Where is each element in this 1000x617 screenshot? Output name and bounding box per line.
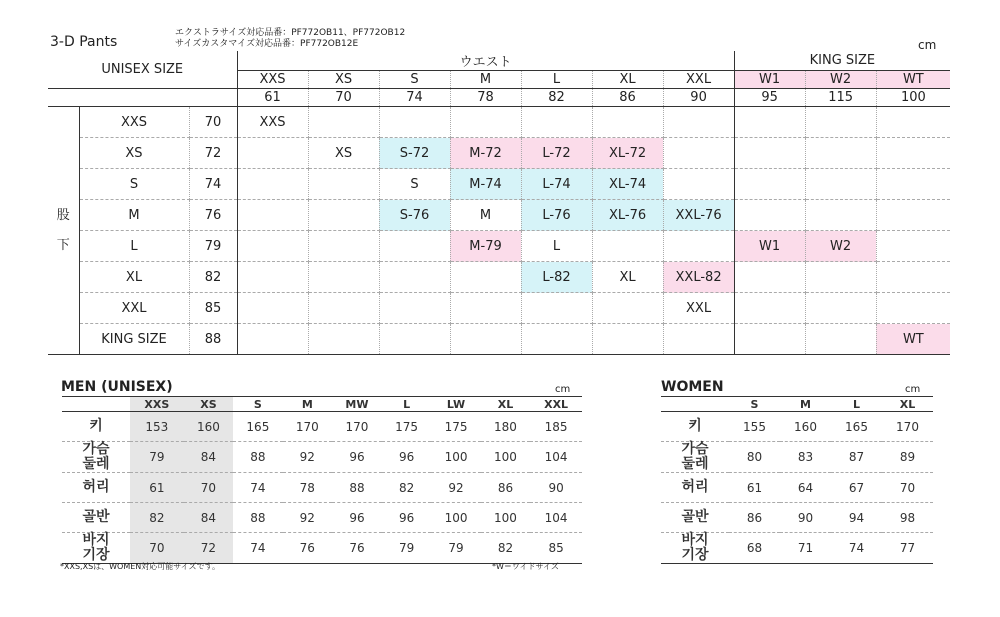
footnote-left: *XXS,XSは、WOMEN対応可能サイズです。 bbox=[60, 562, 221, 571]
men-value-cell: 90 bbox=[530, 473, 582, 503]
size-matrix-row bbox=[48, 200, 950, 231]
size-matrix-row bbox=[48, 231, 950, 262]
row-label-line: 둘레 bbox=[82, 456, 110, 472]
women-measure-row bbox=[661, 442, 933, 473]
unisex-size-header: UNISEX SIZE bbox=[48, 51, 237, 89]
men-size-lw: LW bbox=[431, 397, 480, 412]
waist-size-header-l: L bbox=[521, 71, 592, 89]
product-note-line-2: サイズカスタマイズ対応品番：PF772OB12E bbox=[175, 39, 359, 49]
size-cell bbox=[876, 293, 950, 324]
row-label-line: 골반 bbox=[82, 509, 110, 525]
size-cell bbox=[734, 138, 805, 169]
men-value-cell: 76 bbox=[283, 533, 332, 564]
size-cell bbox=[237, 169, 308, 200]
size-cell: S bbox=[379, 169, 450, 200]
row-label-line: 가슴 bbox=[82, 441, 110, 457]
men-value-cell: 79 bbox=[431, 533, 480, 564]
waist-value-8: 115 bbox=[805, 89, 876, 107]
women-value-cell: 70 bbox=[882, 473, 933, 503]
women-value-cell: 155 bbox=[729, 412, 780, 442]
inseam-value: 79 bbox=[189, 231, 237, 262]
size-matrix-row bbox=[48, 138, 950, 169]
women-row-label bbox=[661, 473, 729, 503]
product-note-line-1: エクストラサイズ対応品番：PF772OB11、PF772OB12 bbox=[175, 28, 406, 38]
size-matrix-table bbox=[48, 51, 950, 355]
men-size-l: L bbox=[382, 397, 431, 412]
men-value-cell: 88 bbox=[233, 442, 282, 473]
row-label-line: 골반 bbox=[681, 509, 709, 525]
row-label-header bbox=[661, 397, 729, 412]
header-spacer bbox=[48, 89, 237, 107]
size-cell: XL-74 bbox=[592, 169, 663, 200]
men-value-cell: 170 bbox=[332, 412, 382, 442]
men-unit: cm bbox=[555, 384, 571, 395]
size-cell bbox=[308, 262, 379, 293]
women-value-cell: 86 bbox=[729, 503, 780, 533]
women-table-title: WOMEN bbox=[661, 379, 724, 395]
men-value-cell: 82 bbox=[130, 503, 184, 533]
inseam-value: 74 bbox=[189, 169, 237, 200]
women-size-m: M bbox=[780, 397, 831, 412]
page-title: 3-D Pants bbox=[50, 34, 118, 50]
men-row-label bbox=[62, 412, 130, 442]
size-cell bbox=[876, 262, 950, 293]
women-value-cell: 160 bbox=[780, 412, 831, 442]
women-value-cell: 64 bbox=[780, 473, 831, 503]
women-value-cell: 170 bbox=[882, 412, 933, 442]
men-value-cell: 96 bbox=[332, 442, 382, 473]
women-value-cell: 80 bbox=[729, 442, 780, 473]
women-value-cell: 94 bbox=[831, 503, 882, 533]
inseam-value: 82 bbox=[189, 262, 237, 293]
size-cell bbox=[734, 262, 805, 293]
size-cell bbox=[876, 200, 950, 231]
men-value-cell: 84 bbox=[184, 503, 233, 533]
size-matrix-row bbox=[48, 324, 950, 355]
size-cell bbox=[663, 107, 734, 138]
size-cell bbox=[450, 262, 521, 293]
men-size-header-row bbox=[62, 397, 582, 412]
women-value-cell: 74 bbox=[831, 533, 882, 564]
inseam-value: 85 bbox=[189, 293, 237, 324]
men-value-cell: 165 bbox=[233, 412, 282, 442]
row-label-line: 바지 bbox=[681, 532, 709, 548]
women-measure-row bbox=[661, 473, 933, 503]
size-cell: XXL-76 bbox=[663, 200, 734, 231]
size-cell bbox=[876, 138, 950, 169]
waist-value-9: 100 bbox=[876, 89, 950, 107]
size-cell: L-74 bbox=[521, 169, 592, 200]
women-value-cell: 83 bbox=[780, 442, 831, 473]
size-cell: L-82 bbox=[521, 262, 592, 293]
men-value-cell: 78 bbox=[283, 473, 332, 503]
waist-size-header-xxs: XXS bbox=[237, 71, 308, 89]
size-cell bbox=[876, 107, 950, 138]
inseam-size-label: M bbox=[79, 200, 189, 231]
men-value-cell: 100 bbox=[431, 442, 480, 473]
men-row-label bbox=[62, 442, 130, 473]
men-value-cell: 85 bbox=[530, 533, 582, 564]
size-cell: L-72 bbox=[521, 138, 592, 169]
men-value-cell: 79 bbox=[382, 533, 431, 564]
size-cell bbox=[237, 138, 308, 169]
men-measure-row bbox=[62, 503, 582, 533]
size-cell: L bbox=[521, 231, 592, 262]
row-label-line: 기장 bbox=[82, 547, 110, 563]
men-size-xs: XS bbox=[184, 397, 233, 412]
men-size-xl: XL bbox=[481, 397, 530, 412]
men-value-cell: 104 bbox=[530, 442, 582, 473]
row-label-header bbox=[62, 397, 130, 412]
waist-size-header-s: S bbox=[379, 71, 450, 89]
size-cell bbox=[450, 324, 521, 355]
men-size-xxl: XXL bbox=[530, 397, 582, 412]
women-value-cell: 98 bbox=[882, 503, 933, 533]
waist-value-3: 78 bbox=[450, 89, 521, 107]
waist-size-header-xl: XL bbox=[592, 71, 663, 89]
size-cell bbox=[379, 107, 450, 138]
women-size-s: S bbox=[729, 397, 780, 412]
size-matrix-row bbox=[48, 107, 950, 138]
waist-size-header-wt: WT bbox=[876, 71, 950, 89]
men-value-cell: 88 bbox=[233, 503, 282, 533]
inseam-size-label: L bbox=[79, 231, 189, 262]
women-value-cell: 77 bbox=[882, 533, 933, 564]
size-cell bbox=[663, 169, 734, 200]
inseam-size-label: XL bbox=[79, 262, 189, 293]
men-value-cell: 96 bbox=[382, 442, 431, 473]
row-label-line: 기장 bbox=[681, 547, 709, 563]
inseam-label-2: 下 bbox=[56, 237, 70, 253]
size-cell bbox=[592, 293, 663, 324]
men-value-cell: 100 bbox=[431, 503, 480, 533]
size-cell bbox=[379, 324, 450, 355]
waist-value-7: 95 bbox=[734, 89, 805, 107]
waist-value-5: 86 bbox=[592, 89, 663, 107]
men-value-cell: 72 bbox=[184, 533, 233, 564]
men-value-cell: 74 bbox=[233, 473, 282, 503]
women-value-cell: 165 bbox=[831, 412, 882, 442]
men-size-table bbox=[62, 396, 582, 564]
size-cell: XXL-82 bbox=[663, 262, 734, 293]
women-value-cell: 67 bbox=[831, 473, 882, 503]
men-value-cell: 88 bbox=[332, 473, 382, 503]
size-cell bbox=[308, 107, 379, 138]
men-value-cell: 96 bbox=[382, 503, 431, 533]
women-value-cell: 90 bbox=[780, 503, 831, 533]
men-table-title: MEN (UNISEX) bbox=[61, 379, 173, 395]
men-row-label bbox=[62, 473, 130, 503]
size-cell: M-72 bbox=[450, 138, 521, 169]
size-matrix-row bbox=[48, 169, 950, 200]
inseam-size-label: XS bbox=[79, 138, 189, 169]
size-cell bbox=[308, 231, 379, 262]
inseam-size-label: KING SIZE bbox=[79, 324, 189, 355]
size-cell bbox=[734, 293, 805, 324]
waist-size-header-xxl: XXL bbox=[663, 71, 734, 89]
size-cell bbox=[592, 324, 663, 355]
size-cell bbox=[379, 262, 450, 293]
size-matrix-row bbox=[48, 293, 950, 324]
size-cell bbox=[237, 231, 308, 262]
row-label-line: 키 bbox=[89, 418, 103, 434]
women-value-cell: 61 bbox=[729, 473, 780, 503]
men-value-cell: 92 bbox=[283, 442, 332, 473]
women-value-cell: 89 bbox=[882, 442, 933, 473]
size-cell bbox=[734, 324, 805, 355]
king-size-header: KING SIZE bbox=[734, 51, 950, 71]
men-row-label bbox=[62, 533, 130, 564]
men-size-m: M bbox=[283, 397, 332, 412]
waist-value-1: 70 bbox=[308, 89, 379, 107]
men-value-cell: 153 bbox=[130, 412, 184, 442]
size-cell: S-72 bbox=[379, 138, 450, 169]
women-value-cell: 68 bbox=[729, 533, 780, 564]
women-size-header-row bbox=[661, 397, 933, 412]
women-unit: cm bbox=[905, 384, 921, 395]
waist-value-6: 90 bbox=[663, 89, 734, 107]
men-size-mw: MW bbox=[332, 397, 382, 412]
men-value-cell: 92 bbox=[283, 503, 332, 533]
women-measure-row bbox=[661, 503, 933, 533]
men-value-cell: 61 bbox=[130, 473, 184, 503]
size-cell bbox=[521, 324, 592, 355]
women-row-label bbox=[661, 442, 729, 473]
footnote-right: *W＝ワイドサイズ bbox=[492, 562, 560, 571]
inseam-size-label: S bbox=[79, 169, 189, 200]
size-cell bbox=[308, 200, 379, 231]
size-cell bbox=[450, 293, 521, 324]
men-value-cell: 96 bbox=[332, 503, 382, 533]
size-cell: M bbox=[450, 200, 521, 231]
size-cell bbox=[663, 231, 734, 262]
size-cell: XL bbox=[592, 262, 663, 293]
men-value-cell: 86 bbox=[481, 473, 530, 503]
waist-size-header-m: M bbox=[450, 71, 521, 89]
women-measure-row bbox=[661, 412, 933, 442]
waist-size-header-w1: W1 bbox=[734, 71, 805, 89]
waist-size-header-w2: W2 bbox=[805, 71, 876, 89]
size-cell: XL-76 bbox=[592, 200, 663, 231]
size-cell bbox=[876, 231, 950, 262]
size-cell: XS bbox=[308, 138, 379, 169]
inseam-size-label: XXL bbox=[79, 293, 189, 324]
men-value-cell: 70 bbox=[130, 533, 184, 564]
waist-value-4: 82 bbox=[521, 89, 592, 107]
men-size-s: S bbox=[233, 397, 282, 412]
waist-value-2: 74 bbox=[379, 89, 450, 107]
size-cell bbox=[876, 169, 950, 200]
size-cell bbox=[237, 293, 308, 324]
men-value-cell: 84 bbox=[184, 442, 233, 473]
waist-header: ウエスト bbox=[237, 51, 734, 71]
row-label-line: 바지 bbox=[82, 532, 110, 548]
men-value-cell: 100 bbox=[481, 442, 530, 473]
men-value-cell: 185 bbox=[530, 412, 582, 442]
women-measure-row bbox=[661, 533, 933, 564]
size-cell: XXL bbox=[663, 293, 734, 324]
size-cell bbox=[805, 262, 876, 293]
size-cell bbox=[663, 324, 734, 355]
row-label-line: 허리 bbox=[681, 479, 709, 495]
size-matrix-row bbox=[48, 262, 950, 293]
size-cell: W2 bbox=[805, 231, 876, 262]
size-cell: XXS bbox=[237, 107, 308, 138]
women-row-label bbox=[661, 412, 729, 442]
women-row-label bbox=[661, 533, 729, 564]
size-cell bbox=[308, 169, 379, 200]
women-row-label bbox=[661, 503, 729, 533]
size-cell bbox=[805, 107, 876, 138]
men-measure-row bbox=[62, 442, 582, 473]
size-cell: S-76 bbox=[379, 200, 450, 231]
waist-size-header-xs: XS bbox=[308, 71, 379, 89]
women-size-xl: XL bbox=[882, 397, 933, 412]
men-value-cell: 160 bbox=[184, 412, 233, 442]
inseam-value: 76 bbox=[189, 200, 237, 231]
men-row-label bbox=[62, 503, 130, 533]
size-cell bbox=[521, 293, 592, 324]
size-cell bbox=[308, 293, 379, 324]
size-cell bbox=[805, 324, 876, 355]
size-cell bbox=[805, 293, 876, 324]
row-label-line: 둘레 bbox=[681, 456, 709, 472]
men-value-cell: 180 bbox=[481, 412, 530, 442]
inseam-value: 88 bbox=[189, 324, 237, 355]
size-cell bbox=[734, 200, 805, 231]
women-value-cell: 87 bbox=[831, 442, 882, 473]
size-cell bbox=[734, 169, 805, 200]
men-measure-row bbox=[62, 412, 582, 442]
size-cell bbox=[805, 138, 876, 169]
men-value-cell: 104 bbox=[530, 503, 582, 533]
men-value-cell: 70 bbox=[184, 473, 233, 503]
size-cell bbox=[521, 107, 592, 138]
men-value-cell: 79 bbox=[130, 442, 184, 473]
inseam-value: 70 bbox=[189, 107, 237, 138]
product-note bbox=[175, 28, 405, 50]
size-cell bbox=[734, 107, 805, 138]
size-cell bbox=[805, 200, 876, 231]
size-cell bbox=[592, 231, 663, 262]
size-cell bbox=[237, 262, 308, 293]
men-value-cell: 100 bbox=[481, 503, 530, 533]
women-value-cell: 71 bbox=[780, 533, 831, 564]
men-value-cell: 170 bbox=[283, 412, 332, 442]
men-measure-row bbox=[62, 533, 582, 564]
size-cell: M-79 bbox=[450, 231, 521, 262]
inseam-side-label bbox=[48, 107, 79, 355]
size-cell: W1 bbox=[734, 231, 805, 262]
row-label-line: 키 bbox=[688, 418, 702, 434]
men-value-cell: 92 bbox=[431, 473, 480, 503]
unit-label: cm bbox=[918, 38, 937, 52]
size-cell bbox=[805, 169, 876, 200]
size-cell: XL-72 bbox=[592, 138, 663, 169]
women-size-table bbox=[661, 396, 933, 564]
size-cell bbox=[237, 200, 308, 231]
size-cell bbox=[592, 107, 663, 138]
size-cell bbox=[379, 293, 450, 324]
row-label-line: 가슴 bbox=[681, 441, 709, 457]
men-measure-row bbox=[62, 473, 582, 503]
size-cell bbox=[663, 138, 734, 169]
inseam-size-label: XXS bbox=[79, 107, 189, 138]
men-value-cell: 82 bbox=[382, 473, 431, 503]
men-value-cell: 76 bbox=[332, 533, 382, 564]
men-value-cell: 175 bbox=[431, 412, 480, 442]
size-cell bbox=[308, 324, 379, 355]
waist-value-0: 61 bbox=[237, 89, 308, 107]
women-size-l: L bbox=[831, 397, 882, 412]
size-cell: WT bbox=[876, 324, 950, 355]
inseam-value: 72 bbox=[189, 138, 237, 169]
men-value-cell: 175 bbox=[382, 412, 431, 442]
men-value-cell: 74 bbox=[233, 533, 282, 564]
men-value-cell: 82 bbox=[481, 533, 530, 564]
size-cell bbox=[237, 324, 308, 355]
size-cell: M-74 bbox=[450, 169, 521, 200]
row-label-line: 허리 bbox=[82, 479, 110, 495]
inseam-label-1: 股 bbox=[56, 207, 70, 223]
size-cell bbox=[379, 231, 450, 262]
size-cell bbox=[450, 107, 521, 138]
men-size-xxs: XXS bbox=[130, 397, 184, 412]
size-cell: L-76 bbox=[521, 200, 592, 231]
